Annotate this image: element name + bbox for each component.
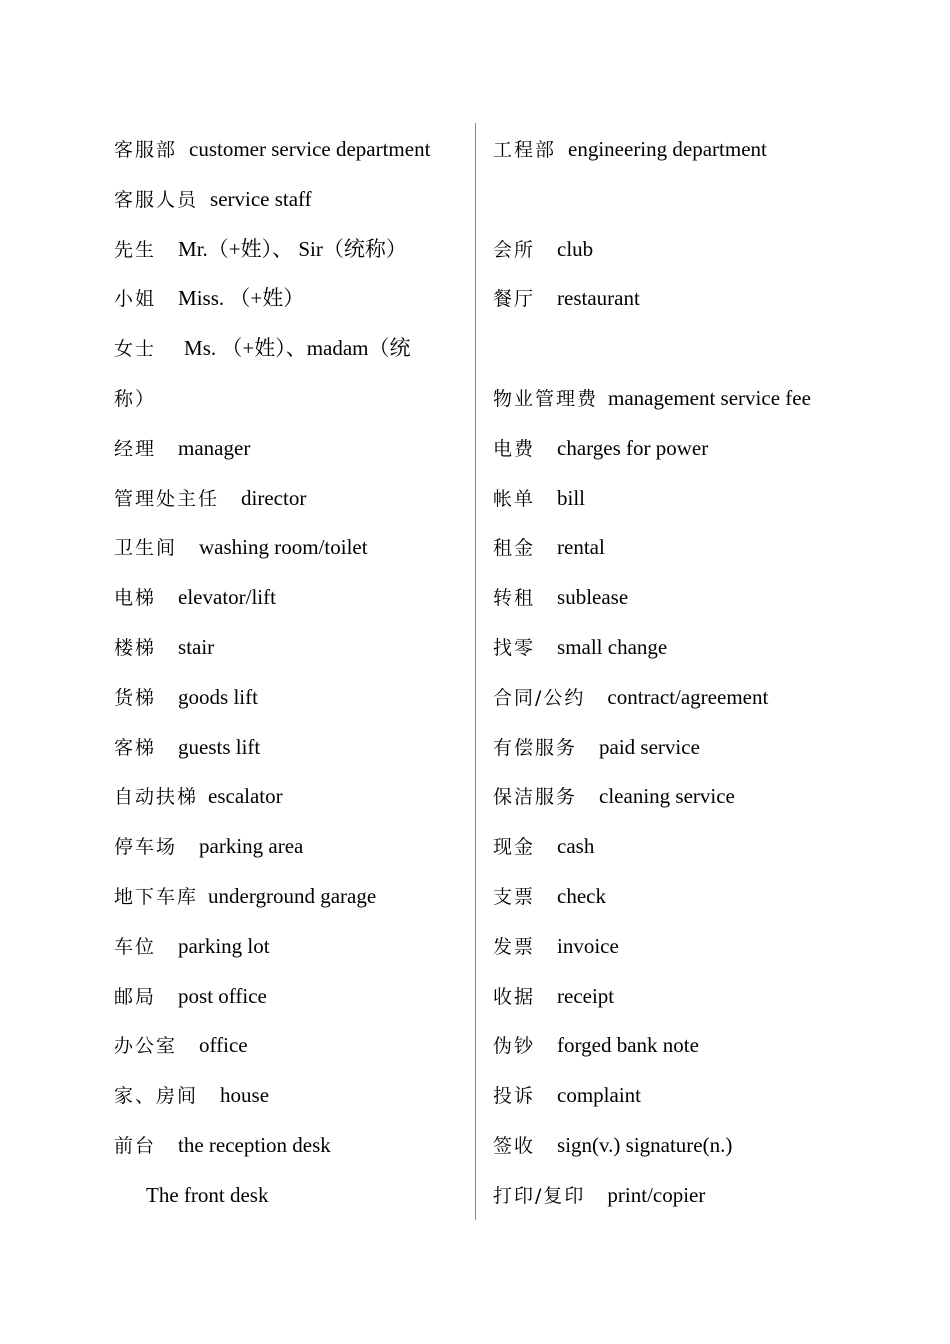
- english-term: The front desk: [146, 1182, 269, 1207]
- english-term: Mr.（+姓）、 Sir（统称）: [178, 236, 407, 261]
- english-term: parking area: [199, 834, 304, 859]
- english-term: post office: [178, 983, 267, 1008]
- chinese-term: 家、房间: [114, 1085, 199, 1108]
- chinese-term: 称）: [114, 387, 157, 410]
- chinese-term: 工程部: [493, 139, 557, 161]
- vocab-row: [493, 474, 893, 524]
- chinese-term: 有偿服务: [493, 736, 578, 759]
- english-term: paid service: [599, 734, 700, 759]
- vocab-row: [114, 623, 464, 673]
- chinese-term: 会所: [493, 238, 536, 261]
- chinese-term: 客服人员: [114, 188, 199, 211]
- chinese-term: 客梯: [114, 736, 157, 759]
- vocab-row: [493, 573, 893, 623]
- chinese-term: 客服部: [114, 139, 178, 161]
- vocab-row: [114, 772, 464, 822]
- english-term: sublease: [557, 585, 629, 610]
- vocab-row: [114, 474, 464, 524]
- chinese-term: 保洁服务: [493, 786, 578, 809]
- chinese-term: 办公室: [114, 1035, 178, 1058]
- english-term: restaurant: [557, 286, 640, 311]
- chinese-term: 楼梯: [114, 636, 157, 659]
- vocab-row: [493, 972, 893, 1022]
- vocab-row: [493, 1171, 893, 1221]
- chinese-term: 经理: [114, 437, 157, 460]
- english-term: forged bank note: [557, 1033, 699, 1058]
- vocab-row: [493, 772, 893, 822]
- vocab-row: [114, 723, 464, 773]
- vocab-row: [493, 523, 893, 573]
- chinese-term: 先生: [114, 238, 157, 261]
- english-term: Ms. （+姓）、madam（统: [184, 336, 411, 361]
- vocab-row: [493, 125, 893, 175]
- english-term: the reception desk: [178, 1132, 331, 1157]
- chinese-term: 小姐: [114, 288, 157, 311]
- english-term: engineering department: [568, 137, 767, 161]
- vocab-row: [114, 1071, 464, 1121]
- chinese-term: 收据: [493, 985, 536, 1008]
- english-term: complaint: [557, 1083, 641, 1108]
- vocab-row: [114, 225, 464, 275]
- english-term: invoice: [557, 933, 619, 958]
- english-term: rental: [557, 535, 605, 560]
- chinese-term: 找零: [493, 636, 536, 659]
- english-term: elevator/lift: [178, 585, 276, 610]
- english-term: receipt: [557, 983, 615, 1008]
- vocab-row: [493, 623, 893, 673]
- english-term: service staff: [210, 186, 312, 211]
- chinese-term: 转租: [493, 587, 536, 610]
- english-term: club: [557, 236, 594, 261]
- english-term: cash: [557, 834, 595, 859]
- english-term: escalator: [208, 784, 283, 809]
- chinese-term: 物业管理费: [493, 387, 599, 410]
- vocab-row: [114, 1171, 464, 1221]
- chinese-term: 发票: [493, 935, 536, 958]
- chinese-term: 租金: [493, 537, 536, 560]
- vocab-row: [493, 922, 893, 972]
- chinese-term: 管理处主任: [114, 487, 220, 510]
- vocab-row: [114, 274, 464, 324]
- chinese-term: 签收: [493, 1134, 536, 1157]
- vocab-row: [493, 374, 893, 424]
- chinese-term: 餐厅: [493, 288, 536, 311]
- vocab-row: [493, 424, 893, 474]
- vocab-row: [114, 1021, 464, 1071]
- chinese-term: 停车场: [114, 836, 178, 859]
- english-term: stair: [178, 634, 215, 659]
- chinese-term: 女士: [114, 338, 157, 361]
- vocab-row: [114, 673, 464, 723]
- english-term: manager: [178, 435, 251, 460]
- english-term: guests lift: [178, 734, 261, 759]
- english-term: customer service department: [189, 137, 431, 161]
- english-term: underground garage: [208, 883, 377, 908]
- vocab-row: [493, 723, 893, 773]
- english-term: parking lot: [178, 933, 270, 958]
- chinese-term: 卫生间: [114, 537, 178, 560]
- english-term: office: [199, 1033, 248, 1058]
- english-term: small change: [557, 634, 668, 659]
- vocab-row-empty: [493, 175, 893, 225]
- vocab-row: [114, 1121, 464, 1171]
- vocab-row: [493, 1021, 893, 1071]
- english-term: house: [220, 1083, 270, 1108]
- chinese-term: 地下车库: [114, 885, 199, 908]
- vocab-row: [493, 225, 893, 275]
- english-term: print/copier: [607, 1182, 706, 1207]
- chinese-term: 邮局: [114, 985, 157, 1008]
- chinese-term: 帐单: [493, 487, 536, 510]
- vocab-row: [493, 673, 893, 723]
- vocab-row: [114, 324, 464, 374]
- vocab-row: [114, 822, 464, 872]
- right-vocabulary-column: [493, 125, 893, 1221]
- english-term: management service fee: [608, 385, 811, 410]
- chinese-term: 投诉: [493, 1085, 536, 1108]
- english-term: bill: [557, 485, 586, 510]
- chinese-term: 前台: [114, 1134, 157, 1157]
- english-term: charges for power: [557, 435, 709, 460]
- vocab-row: [493, 872, 893, 922]
- vocab-row: [114, 374, 464, 424]
- vocab-row: [493, 1071, 893, 1121]
- left-vocabulary-column: [114, 125, 464, 1221]
- chinese-term: 合同/公约: [493, 686, 586, 709]
- vocab-row: [114, 872, 464, 922]
- vocab-row: [493, 1121, 893, 1171]
- english-term: Miss. （+姓）: [178, 286, 305, 311]
- chinese-term: 打印/复印: [493, 1184, 586, 1207]
- chinese-term: 自动扶梯: [114, 786, 199, 809]
- english-term: sign(v.) signature(n.): [557, 1132, 733, 1157]
- english-term: contract/agreement: [607, 684, 769, 709]
- chinese-term: 车位: [114, 935, 157, 958]
- chinese-term: 支票: [493, 885, 536, 908]
- vocab-row: [114, 573, 464, 623]
- vocab-row: [114, 922, 464, 972]
- vocab-row: [114, 424, 464, 474]
- vocab-row: [114, 125, 464, 175]
- chinese-term: 伪钞: [493, 1035, 536, 1058]
- vocab-row: [493, 274, 893, 324]
- chinese-term: 电梯: [114, 587, 157, 610]
- english-term: washing room/toilet: [199, 535, 368, 560]
- chinese-term: 现金: [493, 836, 536, 859]
- english-term: goods lift: [178, 684, 258, 709]
- english-term: director: [241, 485, 307, 510]
- vocab-row: [493, 822, 893, 872]
- vocab-row: [114, 972, 464, 1022]
- chinese-term: 电费: [493, 437, 536, 460]
- chinese-term: 货梯: [114, 686, 157, 709]
- column-divider: [475, 123, 476, 1220]
- vocab-row-empty: [493, 324, 893, 374]
- vocab-row: [114, 175, 464, 225]
- english-term: check: [557, 883, 606, 908]
- english-term: cleaning service: [599, 784, 735, 809]
- vocab-row: [114, 523, 464, 573]
